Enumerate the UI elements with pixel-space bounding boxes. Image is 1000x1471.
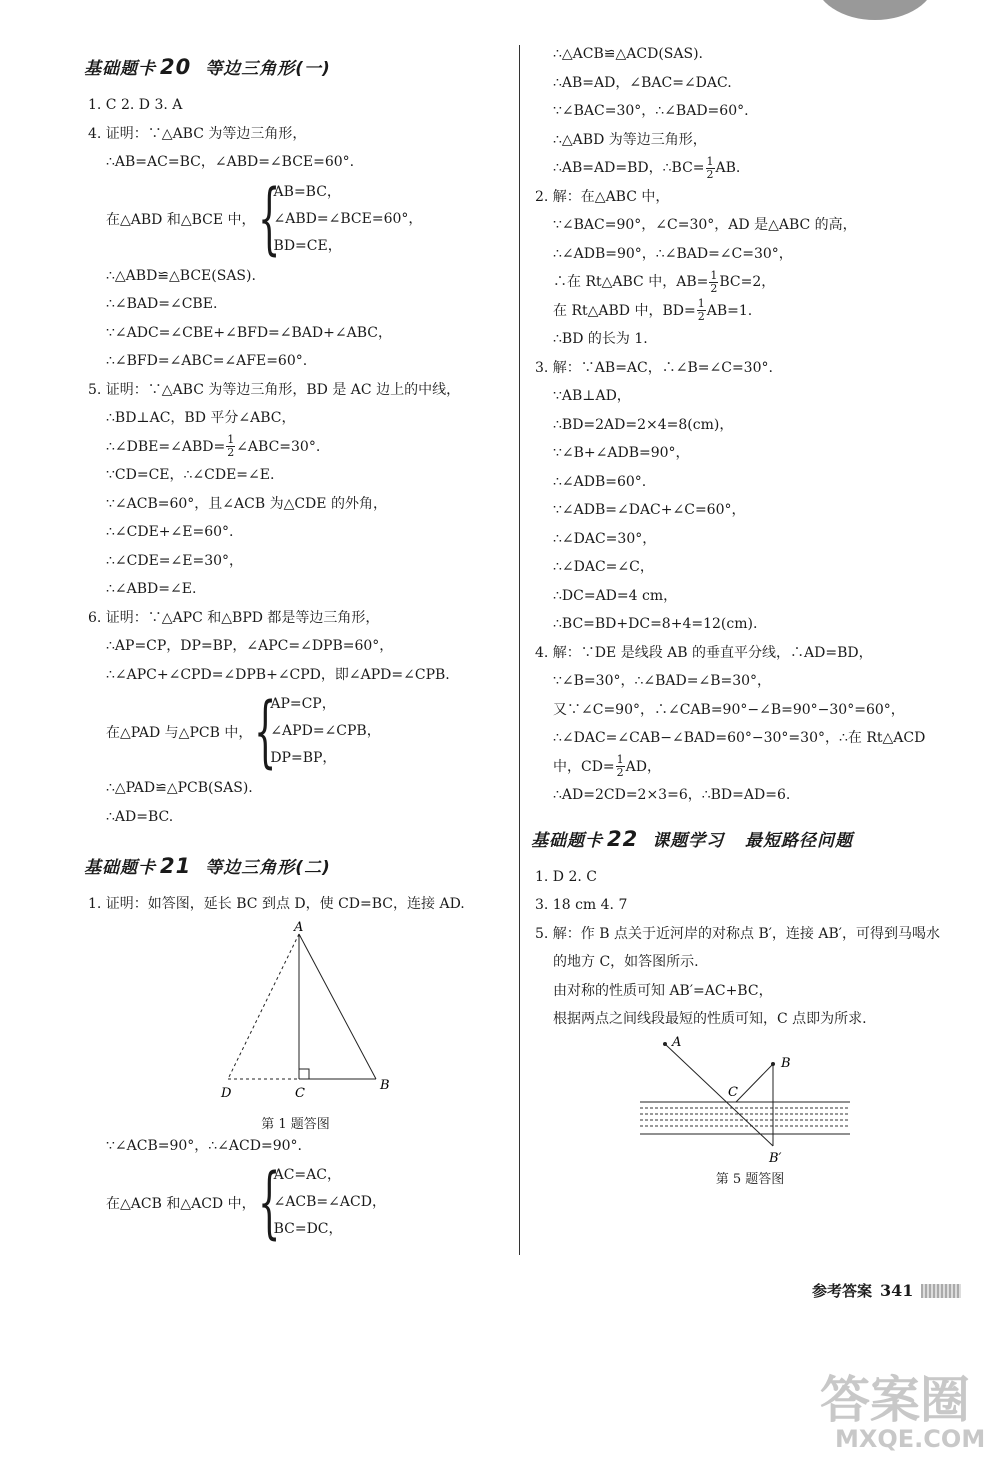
answer-line: ∵∠B=30°，∴∠BAD=∠B=30°， bbox=[553, 673, 772, 689]
answer-line: ∴∠CDE+∠E=60°. bbox=[106, 524, 234, 540]
answer-line: 在 Rt△ABD 中，BD= $\frac{1}{2}$ AB=1. bbox=[553, 297, 753, 323]
answer-line: 中，CD= $\frac{1}{2}$ AD， bbox=[553, 753, 662, 779]
figure-caption: 第 5 题答图 bbox=[715, 1171, 785, 1187]
page-number: 341 bbox=[880, 1281, 914, 1300]
left-column bbox=[84, 40, 503, 1248]
answer-line: 2. 解：在△ABC 中， bbox=[535, 188, 670, 205]
answer-line: ∴△PAD≌△PCB(SAS). bbox=[106, 780, 253, 796]
answer-line: ∴△ABD≌△BCE(SAS). bbox=[106, 267, 256, 284]
label-b-prime: B′ bbox=[769, 1150, 782, 1164]
column-divider bbox=[519, 45, 520, 1255]
triangle-figure bbox=[88, 919, 503, 1109]
section-title-20: 基础题卡 20 等边三角形(一) bbox=[84, 55, 331, 79]
brace-line: ∠ABD=∠BCE=60°， bbox=[273, 210, 423, 227]
section-title-22: 基础题卡 22 课题学习 最短路径问题 bbox=[531, 826, 853, 851]
brace: { bbox=[257, 174, 280, 264]
brace-line: DP=BP， bbox=[270, 750, 337, 766]
answer-line: ∵CD=CE，∴∠CDE=∠E. bbox=[106, 467, 275, 483]
answer-line: ∴BD=2AD=2×4=8(cm)， bbox=[553, 416, 734, 433]
answer-line: 1. D 2. C bbox=[535, 868, 598, 885]
fraction: $\frac{1}{2}$ bbox=[710, 268, 718, 295]
answer-line: 5. 解：作 B 点关于近河岸的对称点 B′，连接 AB′，可得到马喝水 bbox=[535, 925, 940, 942]
label-b: B bbox=[781, 1055, 791, 1071]
answer-line: 的地方 C，如答图所示. bbox=[553, 954, 699, 970]
watermark-url: MXQE.COM bbox=[835, 1425, 986, 1453]
answer-line: ∴DC=AD=4 cm， bbox=[553, 587, 678, 604]
brace-system: 在△ABD 和△BCE 中， { AB=BC， ∠ABD=∠BCE=60°， BD=CE， bbox=[106, 174, 423, 264]
section-title-21: 基础题卡 21 等边三角形(二) bbox=[84, 854, 331, 878]
answer-line: 又∵∠C=90°，∴∠CAB=90°−∠B=90°−30°=60°， bbox=[553, 701, 905, 718]
answer-line: ∵AB⊥AD， bbox=[553, 388, 631, 404]
answer-line: 3. 18 cm 4. 7 bbox=[535, 897, 628, 913]
answer-line: ∴△ABD 为等边三角形， bbox=[553, 131, 707, 148]
fraction: $\frac{1}{2}$ bbox=[227, 433, 235, 459]
brace-line: BC=DC， bbox=[273, 1221, 343, 1237]
answer-line: ∵∠ADB=∠DAC+∠C=60°， bbox=[553, 502, 746, 518]
dashed-side-ad bbox=[228, 934, 299, 1079]
answer-line: ∴∠ADB=90°，∴∠BAD=∠C=30°， bbox=[553, 245, 793, 262]
answer-line: 1. 证明：如答图，延长 BC 到点 D，使 CD=BC，连接 AD. bbox=[88, 896, 465, 912]
answer-line: 根据两点之间线段最短的性质可知，C 点即为所求. bbox=[553, 1011, 867, 1027]
answer-line: ∴AB=AC=BC，∠ABD=∠BCE=60°. bbox=[106, 154, 355, 170]
brace-line: ∠APD=∠CPB， bbox=[270, 723, 381, 739]
right-angle-mark bbox=[299, 1069, 309, 1079]
answer-line: ∴BD 的长为 1. bbox=[553, 331, 648, 347]
brace-line: BD=CE， bbox=[273, 237, 342, 254]
answer-line: 由对称的性质可知 AB′=AC+BC， bbox=[553, 982, 773, 999]
answer-line: ∴AD=BC. bbox=[106, 808, 174, 825]
answer-line: ∵∠ACB=90°，∴∠ACD=90°. bbox=[106, 1137, 302, 1154]
answer-line: ∴BD⊥AC，BD 平分∠ABC， bbox=[106, 410, 296, 426]
watermark-logo: 答案圈 bbox=[820, 1371, 970, 1429]
brace-line: AB=BC， bbox=[273, 183, 341, 200]
fraction: $\frac{1}{2}$ bbox=[697, 297, 705, 323]
page-footer bbox=[812, 1280, 961, 1301]
answer-line: 5. 证明：∵△ABC 为等边三角形，BD 是 AC 边上的中线， bbox=[88, 381, 461, 398]
answer-line: 4. 解：∵DE 是线段 AB 的垂直平分线，∴AD=BD， bbox=[535, 644, 873, 661]
answer-line: ∴∠DAC=∠CAB−∠BAD=60°−30°=30°，∴在 Rt△ACD bbox=[553, 730, 926, 746]
brace: { bbox=[254, 686, 277, 777]
answer-line: ∴∠BAD=∠CBE. bbox=[106, 296, 218, 312]
answer-line: 4. 证明：∵△ABC 为等边三角形， bbox=[88, 125, 307, 142]
point-a bbox=[663, 1042, 667, 1046]
point-b bbox=[771, 1062, 775, 1066]
right-column bbox=[531, 40, 965, 1187]
fraction: $\frac{1}{2}$ bbox=[616, 753, 624, 779]
label-a: A bbox=[672, 1034, 682, 1050]
answer-line: 1. C 2. D 3. A bbox=[88, 97, 183, 113]
answer-line: ∵∠BAC=30°，∴∠BAD=60°. bbox=[553, 103, 749, 119]
label-c: C bbox=[728, 1084, 738, 1100]
label-a: A bbox=[294, 919, 304, 935]
brace-line: AP=CP， bbox=[270, 696, 336, 712]
brace-system: 在△ACB 和△ACD 中， { AC=AC， ∠ACB=∠ACD， BC=DC， bbox=[106, 1157, 386, 1248]
answer-line: 3. 解：∵AB=AC，∴∠B=∠C=30°. bbox=[535, 359, 773, 376]
answer-line: ∴AD=2CD=2×3=6，∴BD=AD=6. bbox=[553, 787, 791, 803]
answer-line: ∵∠ADC=∠CBE+∠BFD=∠BAD+∠ABC， bbox=[106, 324, 392, 341]
answer-line: 6. 证明：∵△APC 和△BPD 都是等边三角形， bbox=[88, 609, 380, 626]
brace-line: AC=AC， bbox=[273, 1167, 341, 1183]
river-path-figure bbox=[535, 1034, 965, 1164]
answer-line: ∴BC=BD+DC=8+4=12(cm). bbox=[553, 616, 758, 632]
answer-line: ∴∠APC+∠CPD=∠DPB+∠CPD，即∠APD=∠CPB. bbox=[106, 666, 450, 683]
answer-line: ∴∠DAC=30°， bbox=[553, 530, 657, 547]
answer-line: ∵∠ACB=60°，且∠ACB 为△CDE 的外角， bbox=[106, 495, 387, 512]
brace-system: 在△PAD 与△PCB 中， { AP=CP， ∠APD=∠CPB， DP=BP， bbox=[106, 686, 381, 777]
figure-caption: 第 1 题答图 bbox=[261, 1116, 330, 1132]
answer-line: ∴△ACB≌△ACD(SAS). bbox=[553, 46, 703, 62]
label-c: C bbox=[295, 1085, 305, 1101]
answer-line: ∴AP=CP，DP=BP，∠APC=∠DPB=60°， bbox=[106, 638, 394, 654]
answer-line: ∴∠DAC=∠C， bbox=[553, 559, 654, 575]
answer-line: ∴∠ABD=∠E. bbox=[106, 581, 197, 597]
brace-line: ∠ACB=∠ACD， bbox=[273, 1194, 386, 1210]
label-b: B bbox=[380, 1077, 390, 1093]
footer-decoration bbox=[921, 1284, 961, 1298]
answer-line: ∵∠BAC=90°，∠C=30°，AD 是△ABC 的高， bbox=[553, 217, 857, 233]
answer-line: ∴AB=AD=BD，∴BC= $\frac{1}{2}$ AB. bbox=[553, 154, 741, 181]
answer-line: ∴∠DBE=∠ABD= $\frac{1}{2}$ ∠ABC=30°. bbox=[106, 433, 321, 459]
answer-line: ∴AB=AD，∠BAC=∠DAC. bbox=[553, 74, 732, 91]
answer-line: ∴∠BFD=∠ABC=∠AFE=60°. bbox=[106, 353, 308, 369]
side-ab bbox=[299, 934, 376, 1079]
answer-line: ∴在 Rt△ABC 中，AB= $\frac{1}{2}$ BC=2， bbox=[553, 268, 776, 295]
answer-line: ∴∠ADB=60°. bbox=[553, 473, 647, 490]
answer-line: ∵∠B+∠ADB=90°， bbox=[553, 445, 690, 461]
line-cb bbox=[736, 1064, 773, 1102]
fraction: $\frac{1}{2}$ bbox=[706, 154, 714, 181]
brace: { bbox=[257, 1157, 280, 1248]
answer-line: ∴∠CDE=∠E=30°， bbox=[106, 552, 244, 569]
line-ab-prime bbox=[665, 1044, 773, 1146]
footer-label: 参考答案 bbox=[812, 1282, 873, 1300]
label-d: D bbox=[221, 1085, 232, 1101]
corner-decoration bbox=[815, 0, 935, 20]
